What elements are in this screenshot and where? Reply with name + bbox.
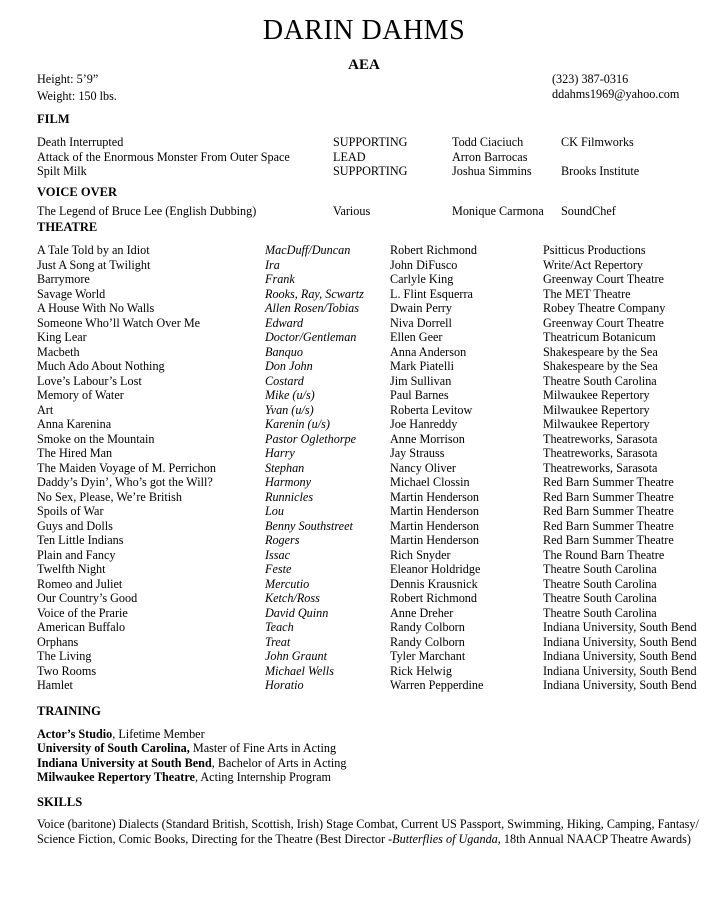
theatre-row [0,316,728,331]
credit-role: Teach [265,620,294,634]
credit-director: Paul Barnes [390,388,449,402]
credit-director: Anne Dreher [390,605,454,620]
actor-name: DARIN DAHMS [262,15,466,46]
theatre-row [0,287,728,302]
credit-company: Theatre South Carolina [543,605,657,620]
theatre-row [0,533,728,548]
credit-role: Stephan [265,460,305,475]
credit-title: Much Ado About Nothing [37,359,165,373]
credit-company: Red Barn Summer Theatre [543,518,674,533]
credit-role: Treat [265,634,291,649]
email-address: ddahms1969@yahoo.com [552,87,680,101]
credit-role: Mercutio [265,576,310,591]
theatre-row [0,388,728,403]
theatre-row [0,272,728,287]
theatre-row [0,374,728,389]
credit-director: Mark Piatelli [390,359,454,373]
credit-role: Pastor Oglethorpe [265,431,357,446]
credit-title: Attack of the Enormous Monster From Outer Space [37,149,290,164]
credit-title: Spilt Milk [37,164,87,179]
credit-director: Carlyle King [390,272,454,286]
credit-role: Harry [265,446,295,460]
training-institution: Milwaukee Repertory Theatre [37,769,195,784]
credit-title: Someone Who’ll Watch Over Me [37,315,201,330]
credit-director: Rick Helwig [390,663,452,678]
credit-title: Orphans [37,634,79,649]
credit-role: Horatio [265,678,304,692]
credit-director: Roberta Levitow [390,402,473,417]
credit-company: Red Barn Summer Theatre [543,475,674,489]
credit-role: Mike (u/s) [265,388,315,402]
credit-company: Red Barn Summer Theatre [543,489,674,504]
credit-company: Theatreworks, Sarasota [543,431,658,446]
credit-company: Theatreworks, Sarasota [543,446,658,460]
credit-title: A Tale Told by an Idiot [37,243,150,257]
credit-director: Joe Hanreddy [390,417,458,431]
credit-role: Allen Rosen/Tobias [265,301,360,315]
film-heading: FILM [37,112,70,126]
skills-text: Voice (baritone) Dialects (Standard British, Scottish, Irish) Stage Combat, Current US Passport, Swimming, Hiking, Camping, Fantasy/ Science Fiction, Comic Books, Directing for the Theatre (Best Director [37,817,699,846]
credit-role: Don John [265,359,313,373]
theatre-row [0,417,728,432]
credit-director: Dennis Krausnick [390,576,478,591]
training-item [0,741,728,756]
credit-title: Our Country’s Good [37,591,138,605]
film-row [0,164,728,179]
credit-title: Macbeth [37,344,80,359]
credit-company: Theatre South Carolina [543,562,657,576]
credit-role: MacDuff/Duncan [265,243,351,257]
credit-company: Red Barn Summer Theatre [543,533,674,547]
credit-company: The Round Barn Theatre [543,547,665,562]
credit-company: Shakespeare by the Sea [543,344,658,359]
credit-director: Martin Henderson [390,533,480,547]
credit-director: Eleanor Holdridge [390,562,481,576]
theatre-row [0,562,728,577]
training-institution: University of South Carolina, [37,741,190,756]
credit-title: No Sex, Please, We’re British [37,489,183,504]
credit-title: A House With No Walls [37,301,155,315]
credit-title: American Buffalo [37,620,126,634]
credit-title: Voice of the Prarie [37,605,128,620]
training-detail: Master of Fine Arts in Acting [189,741,337,756]
theatre-row [0,403,728,418]
credit-role: Issac [265,547,291,562]
theatre-row [0,258,728,273]
theatre-row [0,620,728,635]
credit-director: Martin Henderson [390,518,480,533]
theatre-row [0,461,728,476]
credit-title: Spoils of War [37,504,104,518]
credit-company: Theatricum Botanicum [543,330,656,344]
credit-director: Randy Colborn [390,634,465,649]
theatre-row [0,432,728,447]
theatre-row [0,330,728,345]
voice-over-row [0,204,728,219]
credit-company: Indiana University, South Bend [543,663,697,678]
training-institution: Actor’s Studio [37,727,113,741]
credit-role: Benny Southstreet [265,518,353,533]
theatre-row [0,577,728,592]
film-row [0,150,728,165]
credit-title: Smoke on the Mountain [37,431,155,446]
credit-title: Ten Little Indians [37,533,124,547]
training-heading: TRAINING [37,704,101,718]
credit-role: SUPPORTING [333,164,408,179]
credit-company: Write/Act Repertory [543,257,644,272]
credit-role: Harmony [265,475,312,489]
credit-director: Jim Sullivan [390,373,452,388]
credit-director: John DiFusco [390,257,458,272]
credit-director: Niva Dorrell [390,315,452,330]
credit-role: Lou [265,504,284,518]
credit-role: John Graunt [265,649,327,663]
credit-role: Ketch/Ross [265,591,320,605]
credit-title: Anna Karenina [37,417,112,431]
credit-company: Theatreworks, Sarasota [543,460,658,475]
skills-award-title: -Butterflies of Uganda, [388,832,501,846]
credit-company: Milwaukee Repertory [543,417,650,431]
credit-role: SUPPORTING [333,135,408,149]
credit-director: Tyler Marchant [390,649,466,663]
credit-company: Indiana University, South Bend [543,634,697,649]
credit-director: Joshua Simmins [452,164,532,179]
credit-director: Robert Richmond [390,591,477,605]
credit-company: SoundChef [561,204,616,218]
credit-director: Randy Colborn [390,620,465,634]
credit-company: CK Filmworks [561,135,634,149]
credit-director: Martin Henderson [390,489,480,504]
credit-company: Indiana University, South Bend [543,678,697,692]
training-detail: , Acting Internship Program [194,769,332,784]
theatre-heading: THEATRE [37,220,98,234]
credit-company: Theatre South Carolina [543,591,657,605]
theatre-row [0,635,728,650]
training-line [37,770,331,785]
training-item [0,727,728,742]
credit-title: Guys and Dolls [37,518,113,533]
credit-director: Nancy Oliver [390,460,456,475]
training-item [0,770,728,785]
credit-director: Warren Pepperdine [390,678,484,692]
credit-role: Yvan (u/s) [265,402,314,417]
theatre-row [0,664,728,679]
credit-title: Romeo and Juliet [37,576,123,591]
training-institution: Indiana University at South Bend [37,755,212,770]
credit-role: Runnicles [265,489,314,504]
credit-role: Banquo [265,344,303,359]
credit-director: Anne Morrison [390,431,465,446]
credit-title: Barrymore [37,272,90,286]
skills-text-end: 18th Annual NAACP Theatre Awards) [500,832,691,846]
theatre-row [0,548,728,563]
credit-title: Love’s Labour’s Lost [37,373,142,388]
training-item [0,756,728,771]
theatre-row [0,490,728,505]
credit-title: The Legend of Bruce Lee (English Dubbing) [37,204,257,218]
credit-director: Ellen Geer [390,330,443,344]
theatre-row [0,591,728,606]
credit-role: Michael Wells [265,663,334,678]
credit-title: Twelfth Night [37,562,106,576]
theatre-row [0,606,728,621]
credit-title: Hamlet [37,678,73,692]
theatre-row [0,301,728,316]
height-stat: Height: 5’9” [37,72,99,86]
credit-director: Jay Strauss [390,446,445,460]
credit-company: Red Barn Summer Theatre [543,504,674,518]
credit-company: Shakespeare by the Sea [543,359,658,373]
credit-title: Death Interrupted [37,135,124,149]
credit-title: The Living [37,649,92,663]
theatre-row [0,649,728,664]
credit-company: The MET Theatre [543,286,631,301]
credit-title: Daddy’s Dyin’, Who’s got the Will? [37,475,213,489]
credit-title: The Hired Man [37,446,113,460]
credit-company: Robey Theatre Company [543,301,666,315]
phone-number: (323) 387-0316 [552,72,629,86]
credit-director: Arron Barrocas [452,149,528,164]
credit-title: Two Rooms [37,663,97,678]
credit-director: Michael Clossin [390,475,470,489]
theatre-row [0,475,728,490]
theatre-row [0,504,728,519]
credit-title: Art [37,402,54,417]
skills-paragraph [37,817,707,847]
skills-heading: SKILLS [37,795,83,809]
credit-company: Psitticus Productions [543,243,646,257]
theatre-row [0,345,728,360]
credit-role: Doctor/Gentleman [265,330,357,344]
training-detail: , Lifetime Member [112,727,205,741]
credit-company: Indiana University, South Bend [543,620,697,634]
credit-director: Dwain Perry [390,301,452,315]
credit-title: Savage World [37,286,106,301]
training-detail: , Bachelor of Arts in Acting [211,755,347,770]
theatre-row [0,359,728,374]
credit-title: Plain and Fancy [37,547,116,562]
credit-director: Todd Ciaciuch [452,135,524,149]
credit-role: David Quinn [265,605,329,620]
voice-over-heading: VOICE OVER [37,185,117,199]
credit-director: Martin Henderson [390,504,480,518]
credit-role: Edward [265,315,304,330]
credit-title: The Maiden Voyage of M. Perrichon [37,460,216,475]
theatre-row [0,519,728,534]
training-line [37,741,336,756]
credit-title: King Lear [37,330,87,344]
credit-company: Indiana University, South Bend [543,649,697,663]
credit-role: Costard [265,373,304,388]
credit-company: Theatre South Carolina [543,576,657,591]
credit-director: Robert Richmond [390,243,477,257]
credit-company: Greenway Court Theatre [543,315,664,330]
union-affiliation: AEA [348,57,380,73]
training-line [37,727,205,742]
training-line [37,756,346,771]
credit-company: Greenway Court Theatre [543,272,664,286]
credit-company: Milwaukee Repertory [543,388,650,402]
credit-company: Brooks Institute [561,164,640,179]
credit-director: Monique Carmona [452,204,544,218]
credit-role: Rogers [265,533,300,547]
credit-director: Anna Anderson [390,344,467,359]
theatre-row [0,678,728,693]
weight-stat: Weight: 150 lbs. [37,89,117,103]
credit-role: Ira [265,257,280,272]
credit-role: Feste [265,562,292,576]
credit-title: Just A Song at Twilight [37,257,151,272]
credit-title: Memory of Water [37,388,124,402]
credit-role: Karenin (u/s) [265,417,330,431]
theatre-row [0,243,728,258]
credit-company: Milwaukee Repertory [543,402,650,417]
credit-company: Theatre South Carolina [543,373,657,388]
credit-director: L. Flint Esquerra [390,286,473,301]
credit-role: Frank [265,272,295,286]
film-row [0,135,728,150]
credit-director: Rich Snyder [390,547,451,562]
theatre-row [0,446,728,461]
credit-role: Rooks, Ray, Scwartz [265,286,364,301]
credit-role: Various [333,204,371,218]
credit-role: LEAD [333,149,366,164]
